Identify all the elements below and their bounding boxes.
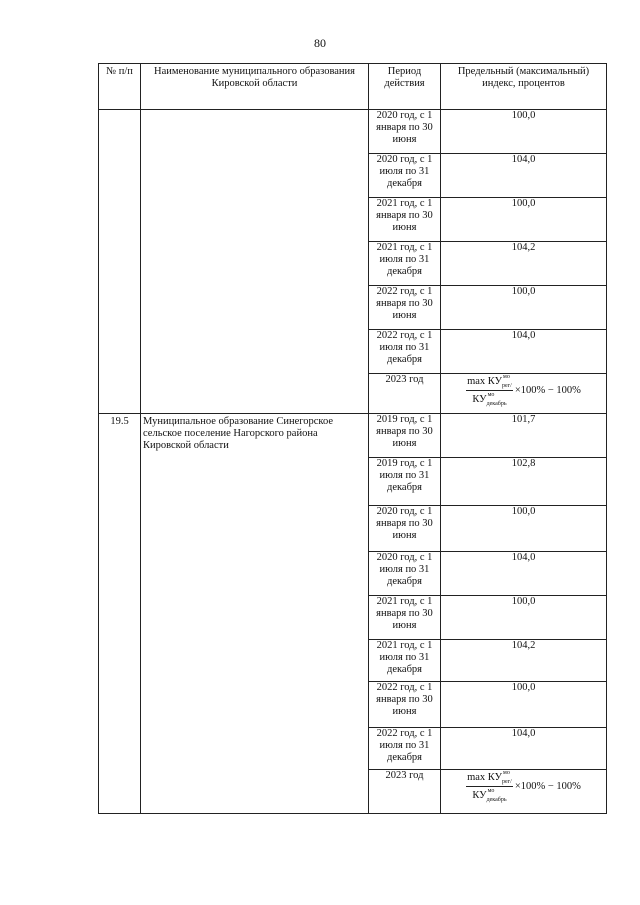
period-cell: 2023 год: [369, 374, 441, 414]
period-cell: 2021 год, с 1 января по 30 июня: [369, 596, 441, 640]
index-cell: 104,2: [441, 242, 607, 286]
period-cell: 2020 год, с 1 января по 30 июня: [369, 110, 441, 154]
header-period: Период действия: [369, 64, 441, 110]
period-cell: 2022 год, с 1 июля по 31 декабря: [369, 330, 441, 374]
period-cell: 2022 год, с 1 января по 30 июня: [369, 682, 441, 728]
formula-cell: [441, 374, 607, 414]
page-number: 80: [314, 36, 326, 50]
index-cell: 101,7: [441, 414, 607, 458]
index-cell: 104,0: [441, 154, 607, 198]
index-cell: 104,0: [441, 728, 607, 770]
period-cell: 2021 год, с 1 января по 30 июня: [369, 198, 441, 242]
index-cell: 104,0: [441, 552, 607, 596]
num-cell-continued: [99, 110, 141, 414]
name-cell-continued: [141, 110, 369, 414]
period-cell: 2022 год, с 1 января по 30 июня: [369, 286, 441, 330]
period-cell: 2019 год, с 1 июля по 31 декабря: [369, 458, 441, 506]
index-formula: max КУ мо рег/ КУ мо декабрь ×100% − 100%: [467, 374, 581, 407]
entry-number: 19.5: [99, 414, 141, 814]
period-cell: 2020 год, с 1 июля по 31 декабря: [369, 552, 441, 596]
index-cell: 104,2: [441, 640, 607, 682]
index-cell: 100,0: [441, 506, 607, 552]
index-cell: 100,0: [441, 596, 607, 640]
formula-cell: [441, 770, 607, 814]
period-cell: 2021 год, с 1 июля по 31 декабря: [369, 640, 441, 682]
municipality-name: Муниципальное образование Синегорское сельское поселение Нагорского района Кировской области: [141, 414, 369, 814]
period-cell: 2020 год, с 1 июля по 31 декабря: [369, 154, 441, 198]
index-cell: 104,0: [441, 330, 607, 374]
header-index: Предельный (максимальный) индекс, процентов: [441, 64, 607, 110]
table-header-row: [99, 64, 607, 110]
header-num: № п/п: [99, 64, 141, 110]
header-name: Наименование муниципального образования Кировской области: [141, 64, 369, 110]
index-cell: 100,0: [441, 682, 607, 728]
period-cell: 2019 год, с 1 января по 30 июня: [369, 414, 441, 458]
index-cell: 100,0: [441, 286, 607, 330]
period-cell: 2022 год, с 1 июля по 31 декабря: [369, 728, 441, 770]
index-cell: 100,0: [441, 198, 607, 242]
period-cell: 2020 год, с 1 января по 30 июня: [369, 506, 441, 552]
index-formula: max КУ мо рег/ КУ мо декабрь ×100% − 100%: [467, 770, 581, 803]
table-row: [99, 414, 607, 458]
period-cell: 2021 год, с 1 июля по 31 декабря: [369, 242, 441, 286]
index-cell: 102,8: [441, 458, 607, 506]
tariff-index-table: [98, 63, 607, 814]
table-row: [99, 110, 607, 154]
period-cell: 2023 год: [369, 770, 441, 814]
index-cell: 100,0: [441, 110, 607, 154]
